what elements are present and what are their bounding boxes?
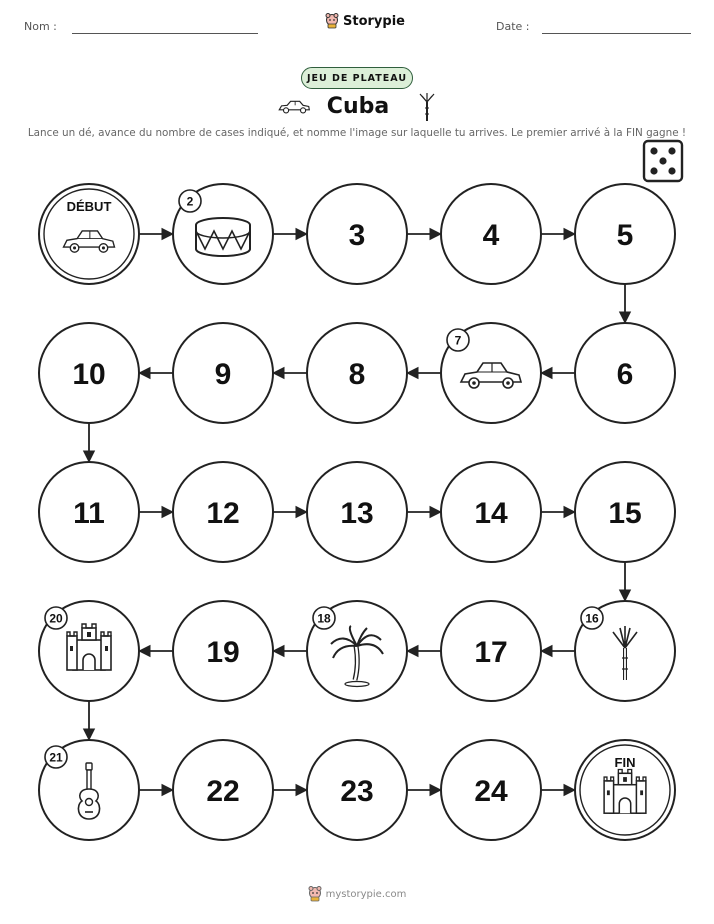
board-cell-15	[575, 462, 675, 562]
board-cell-16	[575, 601, 675, 701]
cell-number: 16	[585, 611, 599, 626]
board-cell-12	[173, 462, 273, 562]
board-cell-7	[441, 323, 541, 423]
title-text: Cuba	[326, 94, 390, 119]
board-cell-22	[173, 740, 273, 840]
board-cell-24	[441, 740, 541, 840]
cell-number: 21	[49, 750, 63, 765]
cell-number: 12	[206, 497, 240, 530]
start-label: DÉBUT	[66, 199, 112, 214]
board-cell-23	[307, 740, 407, 840]
board-cell-fin	[575, 740, 675, 840]
end-label: FIN	[614, 755, 636, 770]
board-cell-20	[39, 601, 139, 701]
board-cell-14	[441, 462, 541, 562]
cell-number: 18	[317, 611, 331, 626]
board-cell-9	[173, 323, 273, 423]
board-cell-13	[307, 462, 407, 562]
cell-number: 8	[348, 358, 366, 391]
board-cell-6	[575, 323, 675, 423]
cell-number: 22	[206, 775, 240, 808]
board-cell-5	[575, 184, 675, 284]
board-cell-18	[307, 601, 407, 701]
cell-number: 7	[454, 333, 462, 348]
cell-number: 15	[608, 497, 642, 530]
date-label: Date :	[496, 20, 530, 33]
board-cell-3	[307, 184, 407, 284]
board-cell-10	[39, 323, 139, 423]
cell-number: 24	[474, 775, 508, 808]
cell-number: 20	[49, 611, 63, 626]
board-cell-17	[441, 601, 541, 701]
board-cell-debut	[39, 184, 139, 284]
cell-number: 14	[474, 497, 508, 530]
board-cell-8	[307, 323, 407, 423]
board-cell-4	[441, 184, 541, 284]
board-cell-11	[39, 462, 139, 562]
drum-icon	[196, 218, 250, 256]
cell-number: 9	[214, 358, 232, 391]
board-cell-19	[173, 601, 273, 701]
name-label: Nom :	[24, 20, 57, 33]
dice-icon[interactable]	[644, 141, 682, 181]
cell-number: 23	[340, 775, 374, 808]
cell-number: 11	[73, 497, 105, 530]
cell-number: 13	[340, 497, 374, 530]
footer	[0, 886, 714, 902]
cell-number: 6	[616, 358, 634, 391]
cell-number: 3	[348, 219, 366, 252]
game-badge: JEU DE PLATEAU	[301, 67, 413, 89]
cell-number: 5	[616, 219, 634, 252]
cell-number: 4	[482, 219, 500, 252]
board-cell-21	[39, 740, 139, 840]
footer-url: mystorypie.com	[325, 888, 407, 900]
instructions: Lance un dé, avance du nombre de cases indiqué, et nomme l'image sur laquelle tu arrives. Le premier arrivé à la FIN gagne !	[27, 127, 687, 139]
cell-number: 17	[474, 636, 508, 669]
cell-number: 19	[206, 636, 240, 669]
cell-number: 2	[186, 194, 194, 209]
board-cell-2	[173, 184, 273, 284]
storypie-mascot-icon	[308, 886, 322, 902]
brand-name: Storypie	[343, 13, 405, 29]
cell-number: 10	[72, 358, 106, 391]
